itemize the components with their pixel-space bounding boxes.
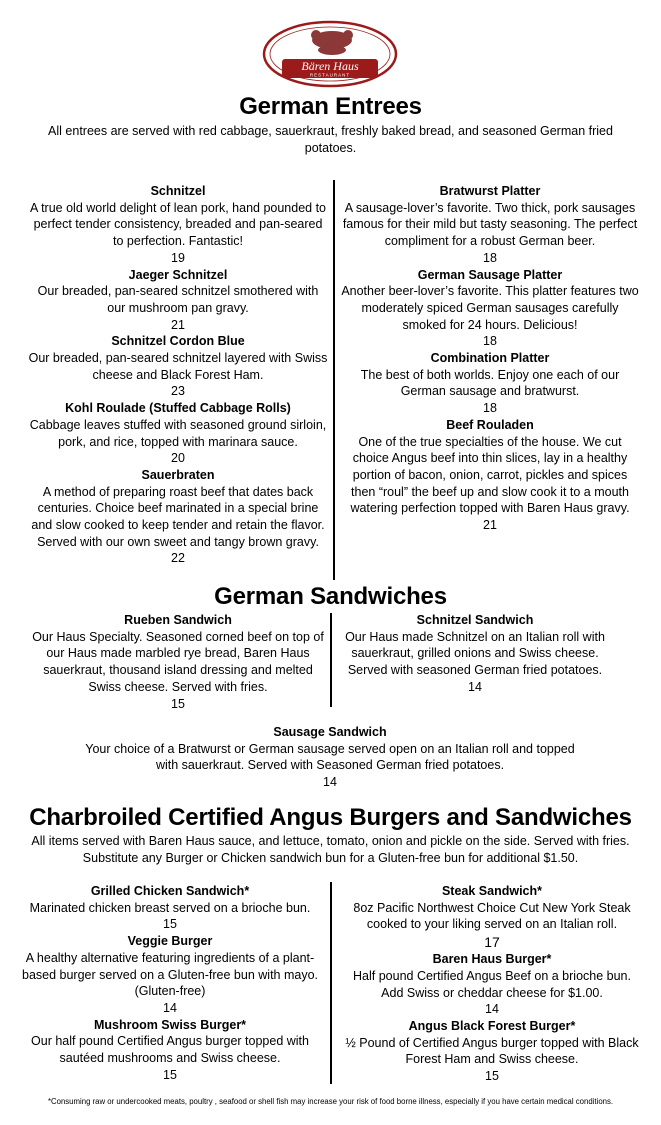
item-description: Cabbage leaves stuffed with seasoned ground sirloin, pork, and rice, topped with marinara sauce. [29,417,327,449]
item-description: A sausage-lover’s favorite. Two thick, pork sausages famous for their mild but tasty seasoning. The perfect compliment for a robust German beer. [342,200,638,249]
footnote: *Consuming raw or undercooked meats, poultry , seafood or shell fish may increase your risk of food borne illness, especially if you have certain medical conditions. [47,1097,614,1106]
item-name: Mushroom Swiss Burger* [93,1017,247,1032]
item-price: 17 [484,934,500,951]
item-price: 15 [485,1069,499,1084]
item-description: One of the true specialties of the house. We cut choice Angus beef into thin slices, lay in a healthy portion of bacon, onion, carrot, pickles and spices then “roul” the beef up and slow cook it to a mouth watering perfection topped with Baren Haus gravy. [350,434,630,516]
menu-item [28,183,328,267]
item-description: Half pound Certified Angus Beef on a brioche bun. Add Swiss or cheddar cheese for $1.00. [353,968,631,1000]
item-price: 21 [483,518,497,533]
item-name: Veggie Burger [127,934,213,949]
item-price: 19 [171,250,185,265]
item-price: 18 [483,250,497,265]
item-name: Jaeger Schnitzel [128,267,228,282]
entrees-title: German Entrees [239,93,422,120]
item-name: Steak Sandwich* [441,884,543,898]
item-description: A method of preparing roast beef that dates back centuries. Choice beef marinated in a special brine and slow cooked to keep tender and retain the flavor. Served with our own sweet and tangy brown gravy. [31,484,325,549]
item-price: 14 [485,1002,499,1017]
sandwiches-title: German Sandwiches [214,583,447,610]
item-name: Sausage Sandwich [273,725,387,739]
menu-item [28,400,328,467]
menu-item [340,417,640,534]
item-name: Grilled Chicken Sandwich* [90,884,250,898]
entrees-subtitle: All entrees are served with red cabbage, sauerkraut, freshly baked bread, and seasoned German fried potatoes. [48,124,613,155]
menu-item [28,612,328,712]
menu-item [342,883,642,951]
menu-item [342,1018,642,1085]
burgers-title: Charbroiled Certified Angus Burgers and Sandwiches [29,804,632,831]
menu-item [28,267,328,334]
sandwiches-divider [330,613,332,707]
item-name: Kohl Roulade (Stuffed Cabbage Rolls) [65,401,291,416]
menu-item [28,467,328,567]
burgers-right-column [342,883,642,1085]
item-price: 21 [171,317,185,332]
item-price: 14 [323,775,337,790]
menu-item [342,951,642,1018]
item-description: Our half pound Certified Angus burger topped with sautéed mushrooms and Swiss cheese. [31,1034,309,1066]
item-price: 20 [171,451,185,466]
item-name: Rueben Sandwich [124,613,232,627]
item-price: 18 [483,401,497,416]
logo-tag: RESTAURANT [309,72,351,78]
entrees-left-column [28,183,328,567]
menu-item [340,350,640,417]
item-price: 15 [171,696,185,711]
menu-item [340,183,640,267]
item-description: A true old world delight of lean pork, hand pounded to perfect tender consistency, breaded and pan-seared to perfection. Fantastic! [29,200,327,249]
entrees-divider [333,180,335,580]
item-description: Marinated chicken breast served on a brioche bun. [29,900,311,915]
item-description: Another beer-lover’s favorite. This platter features two moderately spiced German sausages carefully smoked for 24 hours. Delicious! [341,284,639,332]
item-name: Angus Black Forest Burger* [408,1018,576,1033]
sandwiches-center-column [85,724,575,791]
menu-item [85,724,575,791]
item-description: 8oz Pacific Northwest Choice Cut New York Steak cooked to your liking served on an Italian roll. [353,900,631,932]
logo-name: Bären Haus [301,59,359,73]
item-price: 14 [468,679,482,694]
burgers-subtitle: All items served with Baren Haus sauce, and lettuce, tomato, onion and pickle on the side. Served with fries. Substitute any Burger or Chicken sandwich bun for a Gluten-free bun for additional $1.50. [31,834,630,865]
item-description: A healthy alternative featuring ingredients of a plant-based burger served on a Gluten-free bun with mayo. (Gluten-free) [22,950,319,999]
menu-item [22,883,318,933]
item-name: Combination Platter [430,351,550,366]
menu-item [28,333,328,400]
item-name: German Sausage Platter [417,267,563,282]
item-name: Bratwurst Platter [439,184,541,198]
sandwiches-left-column [28,612,328,712]
item-name: Baren Haus Burger* [432,952,552,967]
item-name: Beef Rouladen [446,417,534,432]
item-price: 15 [163,1067,177,1082]
item-description: Our breaded, pan-seared schnitzel smothered with our mushroom pan gravy. [37,284,319,315]
burgers-left-column [22,883,318,1083]
item-name: Schnitzel Cordon Blue [111,334,245,349]
item-price: 15 [163,917,177,932]
menu-item [340,612,610,696]
item-price: 14 [163,1000,177,1015]
item-price: 18 [483,334,497,349]
item-name: Sauerbraten [141,467,215,482]
item-price: 23 [171,384,185,399]
item-name: Schnitzel [150,184,206,198]
item-description: The best of both worlds. Enjoy one each of our German sausage and bratwurst. [360,367,620,399]
menu-item [22,933,318,1017]
item-description: ½ Pound of Certified Angus burger topped with Black Forest Ham and Swiss cheese. [345,1035,639,1067]
entrees-right-column [340,183,640,534]
item-description: Our Haus made Schnitzel on an Italian roll with sauerkraut, grilled onions and Swiss cheese. Served with seasoned German fried potatoes. [345,629,605,678]
baren-haus-logo [262,20,398,88]
item-description: Our Haus Specialty. Seasoned corned beef on top of our Haus made marbled rye bread, Baren Haus sauerkraut, thousand island dressing and melted Swiss cheese. Served with fries. [32,629,324,694]
menu-item [22,1017,318,1084]
burgers-divider [330,882,332,1084]
sandwiches-right-column [340,612,610,696]
item-name: Schnitzel Sandwich [416,613,534,627]
item-price: 22 [171,551,185,566]
item-description: Your choice of a Bratwurst or German sausage served open on an Italian roll and topped with sauerkraut. Served with Seasoned German fried potatoes. [85,741,575,773]
menu-item [340,267,640,351]
item-description: Our breaded, pan-seared schnitzel layered with Swiss cheese and Black Forest Ham. [28,351,328,382]
